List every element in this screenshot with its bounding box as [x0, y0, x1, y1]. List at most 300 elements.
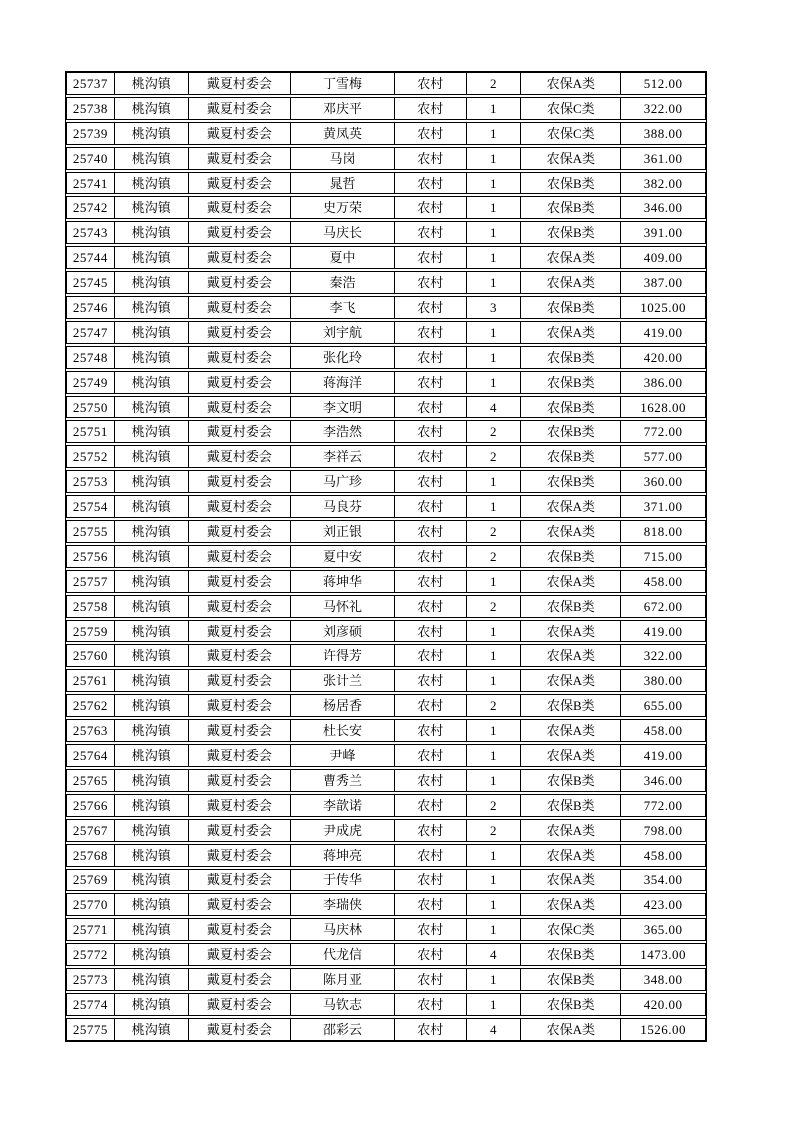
- cell-insurance-category: 农保B类: [520, 372, 620, 393]
- cell-town: 桃沟镇: [114, 397, 188, 418]
- cell-serial-number: 25775: [72, 1021, 108, 1037]
- cell-amount: 458.00: [620, 571, 705, 592]
- cell-town: 桃沟镇: [114, 197, 188, 218]
- cell-insurance-category: 农保A类: [520, 621, 620, 642]
- cell-amount: 365.00: [620, 919, 705, 940]
- cell-amount: 322.00: [620, 645, 705, 666]
- cell-amount: 419.00: [620, 745, 705, 766]
- cell-insurance-category: 农保A类: [520, 496, 620, 517]
- cell-town: 桃沟镇: [114, 770, 188, 791]
- cell-household-type: 农村: [394, 845, 466, 866]
- cell-serial-number: 25738: [72, 100, 108, 116]
- cell-amount: 380.00: [620, 670, 705, 691]
- cell-amount: 391.00: [620, 222, 705, 243]
- cell-village-committee: 戴夏村委会: [188, 397, 291, 418]
- table-row: [66, 968, 706, 991]
- cell-amount: 371.00: [620, 496, 705, 517]
- cell-town: 桃沟镇: [114, 148, 188, 169]
- table-row: [66, 396, 706, 419]
- cell-person-name: 马怀礼: [290, 596, 394, 617]
- cell-amount: 512.00: [620, 73, 705, 94]
- cell-village-committee: 戴夏村委会: [188, 173, 291, 194]
- cell-serial-number: 25761: [72, 673, 108, 689]
- cell-village-committee: 戴夏村委会: [188, 421, 291, 442]
- cell-person-name: 张化玲: [290, 347, 394, 368]
- cell-person-count: 1: [466, 322, 521, 343]
- table-row: [66, 221, 706, 244]
- cell-village-committee: 戴夏村委会: [188, 322, 291, 343]
- table-row: [66, 719, 706, 742]
- table-row: [66, 246, 706, 269]
- cell-household-type: 农村: [394, 197, 466, 218]
- cell-amount: 420.00: [620, 994, 705, 1015]
- cell-person-name: 刘正银: [290, 521, 394, 542]
- cell-person-count: 4: [466, 944, 521, 965]
- cell-town: 桃沟镇: [114, 695, 188, 716]
- cell-town: 桃沟镇: [114, 471, 188, 492]
- cell-village-committee: 戴夏村委会: [188, 944, 291, 965]
- cell-village-committee: 戴夏村委会: [188, 297, 291, 318]
- cell-person-count: 2: [466, 596, 521, 617]
- cell-insurance-category: 农保C类: [520, 123, 620, 144]
- cell-insurance-category: 农保A类: [520, 247, 620, 268]
- cell-town: 桃沟镇: [114, 994, 188, 1015]
- cell-person-name: 马钦志: [290, 994, 394, 1015]
- cell-village-committee: 戴夏村委会: [188, 73, 291, 94]
- cell-town: 桃沟镇: [114, 272, 188, 293]
- cell-town: 桃沟镇: [114, 421, 188, 442]
- cell-person-name: 秦浩: [290, 272, 394, 293]
- cell-serial-number: 25755: [72, 523, 108, 539]
- cell-person-name: 马良芬: [290, 496, 394, 517]
- cell-person-name: 于传华: [290, 870, 394, 891]
- cell-village-committee: 戴夏村委会: [188, 148, 291, 169]
- cell-person-count: 1: [466, 347, 521, 368]
- cell-amount: 772.00: [620, 421, 705, 442]
- table-row: [66, 147, 706, 170]
- cell-person-name: 丁雪梅: [290, 73, 394, 94]
- cell-town: 桃沟镇: [114, 347, 188, 368]
- cell-person-name: 马庆林: [290, 919, 394, 940]
- cell-serial-number: 25771: [72, 922, 108, 938]
- cell-person-count: 1: [466, 994, 521, 1015]
- cell-household-type: 农村: [394, 1019, 466, 1040]
- cell-insurance-category: 农保A类: [520, 870, 620, 891]
- cell-town: 桃沟镇: [114, 322, 188, 343]
- cell-person-name: 曹秀兰: [290, 770, 394, 791]
- cell-person-count: 1: [466, 247, 521, 268]
- cell-town: 桃沟镇: [114, 297, 188, 318]
- cell-household-type: 农村: [394, 222, 466, 243]
- cell-person-name: 杨居香: [290, 695, 394, 716]
- cell-amount: 458.00: [620, 845, 705, 866]
- cell-household-type: 农村: [394, 894, 466, 915]
- cell-household-type: 农村: [394, 471, 466, 492]
- cell-person-name: 李文明: [290, 397, 394, 418]
- table-row: [66, 545, 706, 568]
- cell-town: 桃沟镇: [114, 720, 188, 741]
- table-row: [66, 669, 706, 692]
- cell-household-type: 农村: [394, 621, 466, 642]
- cell-person-count: 1: [466, 745, 521, 766]
- cell-person-name: 邓庆平: [290, 98, 394, 119]
- table-row: [66, 420, 706, 443]
- table-row: [66, 595, 706, 618]
- cell-village-committee: 戴夏村委会: [188, 546, 291, 567]
- cell-person-count: 1: [466, 272, 521, 293]
- cell-insurance-category: 农保B类: [520, 222, 620, 243]
- cell-household-type: 农村: [394, 421, 466, 442]
- cell-person-name: 尹峰: [290, 745, 394, 766]
- cell-amount: 382.00: [620, 173, 705, 194]
- cell-serial-number: 25759: [72, 623, 108, 639]
- cell-village-committee: 戴夏村委会: [188, 247, 291, 268]
- cell-household-type: 农村: [394, 98, 466, 119]
- cell-village-committee: 戴夏村委会: [188, 272, 291, 293]
- cell-person-count: 1: [466, 197, 521, 218]
- cell-person-name: 李飞: [290, 297, 394, 318]
- cell-village-committee: 戴夏村委会: [188, 596, 291, 617]
- cell-insurance-category: 农保B类: [520, 695, 620, 716]
- cell-town: 桃沟镇: [114, 870, 188, 891]
- cell-household-type: 农村: [394, 247, 466, 268]
- cell-household-type: 农村: [394, 596, 466, 617]
- cell-town: 桃沟镇: [114, 247, 188, 268]
- cell-town: 桃沟镇: [114, 98, 188, 119]
- cell-household-type: 农村: [394, 870, 466, 891]
- cell-town: 桃沟镇: [114, 546, 188, 567]
- cell-insurance-category: 农保A类: [520, 571, 620, 592]
- cell-insurance-category: 农保B类: [520, 173, 620, 194]
- cell-insurance-category: 农保B类: [520, 546, 620, 567]
- cell-town: 桃沟镇: [114, 1019, 188, 1040]
- cell-household-type: 农村: [394, 446, 466, 467]
- cell-insurance-category: 农保A类: [520, 670, 620, 691]
- cell-person-count: 1: [466, 969, 521, 990]
- cell-person-name: 李浩然: [290, 421, 394, 442]
- cell-person-count: 2: [466, 546, 521, 567]
- cell-insurance-category: 农保C类: [520, 98, 620, 119]
- cell-town: 桃沟镇: [114, 446, 188, 467]
- cell-household-type: 农村: [394, 322, 466, 343]
- cell-insurance-category: 农保A类: [520, 845, 620, 866]
- cell-person-name: 杜长安: [290, 720, 394, 741]
- table-row: [66, 869, 706, 892]
- cell-serial-number: 25751: [72, 424, 108, 440]
- cell-village-committee: 戴夏村委会: [188, 820, 291, 841]
- cell-town: 桃沟镇: [114, 745, 188, 766]
- cell-person-count: 2: [466, 795, 521, 816]
- cell-insurance-category: 农保B类: [520, 197, 620, 218]
- cell-person-count: 2: [466, 521, 521, 542]
- cell-household-type: 农村: [394, 297, 466, 318]
- cell-household-type: 农村: [394, 123, 466, 144]
- cell-amount: 1526.00: [620, 1019, 705, 1040]
- cell-town: 桃沟镇: [114, 222, 188, 243]
- cell-serial-number: 25767: [72, 822, 108, 838]
- table-row: [66, 620, 706, 643]
- cell-amount: 354.00: [620, 870, 705, 891]
- cell-amount: 715.00: [620, 546, 705, 567]
- cell-household-type: 农村: [394, 347, 466, 368]
- cell-amount: 1473.00: [620, 944, 705, 965]
- cell-person-count: 2: [466, 695, 521, 716]
- cell-person-count: 2: [466, 421, 521, 442]
- cell-amount: 1628.00: [620, 397, 705, 418]
- cell-household-type: 农村: [394, 148, 466, 169]
- cell-amount: 386.00: [620, 372, 705, 393]
- cell-town: 桃沟镇: [114, 645, 188, 666]
- cell-serial-number: 25758: [72, 598, 108, 614]
- table-row: [66, 694, 706, 717]
- cell-amount: 346.00: [620, 770, 705, 791]
- cell-person-count: 1: [466, 496, 521, 517]
- table-row: [66, 893, 706, 916]
- table-row: [66, 445, 706, 468]
- cell-person-name: 蒋坤华: [290, 571, 394, 592]
- cell-person-name: 蒋坤亮: [290, 845, 394, 866]
- cell-insurance-category: 农保B类: [520, 471, 620, 492]
- cell-person-name: 张计兰: [290, 670, 394, 691]
- cell-insurance-category: 农保C类: [520, 919, 620, 940]
- cell-person-count: 1: [466, 845, 521, 866]
- cell-town: 桃沟镇: [114, 372, 188, 393]
- cell-village-committee: 戴夏村委会: [188, 645, 291, 666]
- cell-town: 桃沟镇: [114, 795, 188, 816]
- cell-village-committee: 戴夏村委会: [188, 969, 291, 990]
- cell-serial-number: 25750: [72, 399, 108, 415]
- table-row: [66, 470, 706, 493]
- cell-household-type: 农村: [394, 994, 466, 1015]
- cell-person-count: 1: [466, 645, 521, 666]
- table-row: [66, 744, 706, 767]
- table-row: [66, 122, 706, 145]
- cell-village-committee: 戴夏村委会: [188, 894, 291, 915]
- cell-person-count: 3: [466, 297, 521, 318]
- table-row: [66, 844, 706, 867]
- cell-insurance-category: 农保B类: [520, 421, 620, 442]
- cell-serial-number: 25745: [72, 275, 108, 291]
- cell-person-name: 马庆长: [290, 222, 394, 243]
- cell-town: 桃沟镇: [114, 670, 188, 691]
- cell-town: 桃沟镇: [114, 496, 188, 517]
- table-row: [66, 943, 706, 966]
- table-row: [66, 644, 706, 667]
- cell-serial-number: 25743: [72, 225, 108, 241]
- cell-person-count: 1: [466, 148, 521, 169]
- cell-person-name: 夏中: [290, 247, 394, 268]
- cell-town: 桃沟镇: [114, 173, 188, 194]
- cell-serial-number: 25753: [72, 474, 108, 490]
- cell-amount: 387.00: [620, 272, 705, 293]
- cell-person-name: 刘宇航: [290, 322, 394, 343]
- cell-household-type: 农村: [394, 546, 466, 567]
- insurance-payment-table: [65, 71, 707, 1042]
- cell-serial-number: 25756: [72, 548, 108, 564]
- cell-insurance-category: 农保A类: [520, 73, 620, 94]
- table-row: [66, 918, 706, 941]
- cell-amount: 1025.00: [620, 297, 705, 318]
- cell-insurance-category: 农保B类: [520, 397, 620, 418]
- cell-household-type: 农村: [394, 397, 466, 418]
- cell-person-count: 1: [466, 919, 521, 940]
- cell-person-name: 许得芳: [290, 645, 394, 666]
- cell-serial-number: 25772: [72, 947, 108, 963]
- cell-serial-number: 25770: [72, 897, 108, 913]
- cell-insurance-category: 农保B类: [520, 994, 620, 1015]
- table-row: [66, 794, 706, 817]
- table-row: [66, 271, 706, 294]
- cell-insurance-category: 农保B类: [520, 770, 620, 791]
- cell-village-committee: 戴夏村委会: [188, 994, 291, 1015]
- cell-insurance-category: 农保A类: [520, 322, 620, 343]
- cell-amount: 409.00: [620, 247, 705, 268]
- cell-town: 桃沟镇: [114, 969, 188, 990]
- cell-village-committee: 戴夏村委会: [188, 446, 291, 467]
- cell-household-type: 农村: [394, 820, 466, 841]
- cell-person-name: 刘彦硕: [290, 621, 394, 642]
- table-row: [66, 1018, 706, 1041]
- cell-town: 桃沟镇: [114, 894, 188, 915]
- cell-insurance-category: 农保B类: [520, 596, 620, 617]
- cell-serial-number: 25768: [72, 847, 108, 863]
- table-row: [66, 520, 706, 543]
- cell-person-name: 邵彩云: [290, 1019, 394, 1040]
- cell-insurance-category: 农保A类: [520, 894, 620, 915]
- cell-household-type: 农村: [394, 919, 466, 940]
- cell-serial-number: 25752: [72, 449, 108, 465]
- cell-town: 桃沟镇: [114, 521, 188, 542]
- cell-amount: 423.00: [620, 894, 705, 915]
- cell-serial-number: 25747: [72, 324, 108, 340]
- cell-person-count: 1: [466, 98, 521, 119]
- cell-person-count: 1: [466, 222, 521, 243]
- cell-town: 桃沟镇: [114, 73, 188, 94]
- cell-serial-number: 25740: [72, 150, 108, 166]
- cell-person-count: 1: [466, 621, 521, 642]
- cell-insurance-category: 农保A类: [520, 521, 620, 542]
- cell-amount: 818.00: [620, 521, 705, 542]
- cell-insurance-category: 农保A类: [520, 720, 620, 741]
- cell-village-committee: 戴夏村委会: [188, 1019, 291, 1040]
- cell-village-committee: 戴夏村委会: [188, 471, 291, 492]
- cell-serial-number: 25773: [72, 972, 108, 987]
- cell-town: 桃沟镇: [114, 596, 188, 617]
- cell-amount: 348.00: [620, 969, 705, 990]
- cell-person-count: 1: [466, 471, 521, 492]
- cell-person-count: 4: [466, 397, 521, 418]
- cell-person-name: 夏中安: [290, 546, 394, 567]
- cell-household-type: 农村: [394, 944, 466, 965]
- table-row: [66, 196, 706, 219]
- cell-village-committee: 戴夏村委会: [188, 670, 291, 691]
- cell-person-name: 马广珍: [290, 471, 394, 492]
- cell-insurance-category: 农保B类: [520, 347, 620, 368]
- cell-insurance-category: 农保A类: [520, 1019, 620, 1040]
- table-body: [66, 72, 706, 1041]
- cell-town: 桃沟镇: [114, 571, 188, 592]
- cell-serial-number: 25737: [72, 75, 108, 91]
- table-row: [66, 769, 706, 792]
- cell-serial-number: 25762: [72, 698, 108, 714]
- table-row: [66, 172, 706, 195]
- cell-person-count: 1: [466, 173, 521, 194]
- cell-insurance-category: 农保B类: [520, 446, 620, 467]
- table-row: [66, 495, 706, 518]
- cell-person-name: 晁哲: [290, 173, 394, 194]
- cell-person-name: 尹成虎: [290, 820, 394, 841]
- cell-serial-number: 25769: [72, 872, 108, 888]
- cell-amount: 346.00: [620, 197, 705, 218]
- cell-insurance-category: 农保B类: [520, 795, 620, 816]
- cell-person-count: 1: [466, 720, 521, 741]
- cell-person-count: 1: [466, 894, 521, 915]
- cell-serial-number: 25742: [72, 200, 108, 216]
- cell-village-committee: 戴夏村委会: [188, 98, 291, 119]
- cell-serial-number: 25744: [72, 250, 108, 266]
- cell-insurance-category: 农保A类: [520, 820, 620, 841]
- cell-village-committee: 戴夏村委会: [188, 123, 291, 144]
- cell-serial-number: 25739: [72, 125, 108, 141]
- cell-amount: 419.00: [620, 322, 705, 343]
- cell-village-committee: 戴夏村委会: [188, 521, 291, 542]
- cell-amount: 361.00: [620, 148, 705, 169]
- cell-household-type: 农村: [394, 745, 466, 766]
- cell-amount: 655.00: [620, 695, 705, 716]
- table-row: [66, 346, 706, 369]
- cell-person-name: 史万荣: [290, 197, 394, 218]
- cell-amount: 672.00: [620, 596, 705, 617]
- cell-village-committee: 戴夏村委会: [188, 347, 291, 368]
- cell-village-committee: 戴夏村委会: [188, 197, 291, 218]
- cell-village-committee: 戴夏村委会: [188, 919, 291, 940]
- cell-village-committee: 戴夏村委会: [188, 870, 291, 891]
- cell-person-count: 4: [466, 1019, 521, 1040]
- cell-serial-number: 25746: [72, 299, 108, 315]
- cell-household-type: 农村: [394, 372, 466, 393]
- table-row: [66, 993, 706, 1016]
- cell-village-committee: 戴夏村委会: [188, 795, 291, 816]
- cell-amount: 420.00: [620, 347, 705, 368]
- cell-insurance-category: 农保A类: [520, 745, 620, 766]
- cell-village-committee: 戴夏村委会: [188, 695, 291, 716]
- cell-insurance-category: 农保A类: [520, 148, 620, 169]
- cell-insurance-category: 农保B类: [520, 944, 620, 965]
- cell-town: 桃沟镇: [114, 944, 188, 965]
- cell-household-type: 农村: [394, 521, 466, 542]
- cell-village-committee: 戴夏村委会: [188, 372, 291, 393]
- cell-household-type: 农村: [394, 795, 466, 816]
- table-row: [66, 570, 706, 593]
- cell-person-name: 李歆诺: [290, 795, 394, 816]
- cell-town: 桃沟镇: [114, 845, 188, 866]
- cell-serial-number: 25749: [72, 374, 108, 390]
- cell-insurance-category: 农保A类: [520, 272, 620, 293]
- cell-village-committee: 戴夏村委会: [188, 222, 291, 243]
- cell-serial-number: 25765: [72, 772, 108, 788]
- cell-household-type: 农村: [394, 73, 466, 94]
- cell-household-type: 农村: [394, 969, 466, 990]
- cell-town: 桃沟镇: [114, 919, 188, 940]
- table-row: [66, 97, 706, 120]
- cell-amount: 458.00: [620, 720, 705, 741]
- cell-serial-number: 25763: [72, 723, 108, 739]
- cell-person-count: 1: [466, 372, 521, 393]
- cell-person-name: 李祥云: [290, 446, 394, 467]
- cell-person-name: 黄凤英: [290, 123, 394, 144]
- cell-household-type: 农村: [394, 720, 466, 741]
- cell-person-name: 马岗: [290, 148, 394, 169]
